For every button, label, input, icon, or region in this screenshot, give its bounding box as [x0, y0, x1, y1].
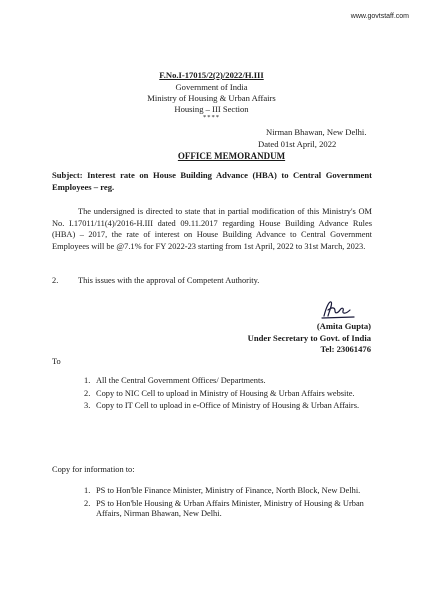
date: Dated 01st April, 2022: [258, 139, 337, 149]
to-list: [84, 376, 376, 414]
list-item: 1. PS to Hon'ble Finance Minister, Ministry of Finance, North Block, New Delhi.: [84, 486, 361, 495]
list-item: 3. Copy to IT Cell to upload in e-Office of Ministry of Housing & Urban Affairs.: [84, 401, 360, 410]
paragraph-2: [52, 276, 372, 285]
to-label: To: [52, 357, 61, 366]
paragraph-2-text: This issues with the approval of Competent Authority.: [78, 276, 260, 285]
government-name: Government of India: [175, 82, 248, 92]
signature-icon: [318, 298, 358, 320]
subject: Subject: Interest rate on House Building Advance (HBA) to Central Government Employees – reg.: [52, 170, 372, 192]
signer-designation: Under Secretary to Govt. of India: [247, 332, 371, 343]
page-title: OFFICE MEMORANDUM: [177, 151, 286, 161]
paragraph-2-number: 2.: [52, 276, 59, 285]
paragraph-1: The undersigned is directed to state that in partial modification of this Ministry's OM No. I.17011/11(4)/2016-H.III dated 09.11.2017 regarding House Building Advance Rules (HBA) – 2017, the rate of interest on House Building Advance to Central Government Employees will be @7.1% for FY 2022-23 starting from 1st April, 2022 to 31st March, 2023.: [52, 207, 372, 251]
watermark: www.govtstaff.com: [350, 13, 409, 20]
list-item: 2. PS to Hon'ble Housing & Urban Affairs Minister, Ministry of Housing & Urban Affairs, Nirman Bhawan, New Delhi.: [84, 498, 364, 518]
signer-block: [248, 321, 371, 356]
file-number: F.No.I-17015/2(2)/2022/H.III: [159, 70, 264, 80]
signer-name: (Amita Gupta): [316, 321, 371, 331]
signer-tel: Tel: 23061476: [320, 344, 371, 355]
ministry-name: Ministry of Housing & Urban Affairs: [147, 93, 276, 103]
copy-label: Copy for information to:: [52, 465, 135, 474]
header-stars: ****: [203, 114, 220, 121]
copy-list: [84, 486, 376, 522]
list-item: 1. All the Central Government Offices/ Departments.: [84, 376, 266, 385]
section-name: Housing – III Section: [174, 104, 249, 114]
list-item: 2. Copy to NIC Cell to upload in Ministry of Housing & Urban Affairs website.: [84, 388, 355, 398]
place: Nirman Bhawan, New Delhi.: [266, 127, 367, 137]
